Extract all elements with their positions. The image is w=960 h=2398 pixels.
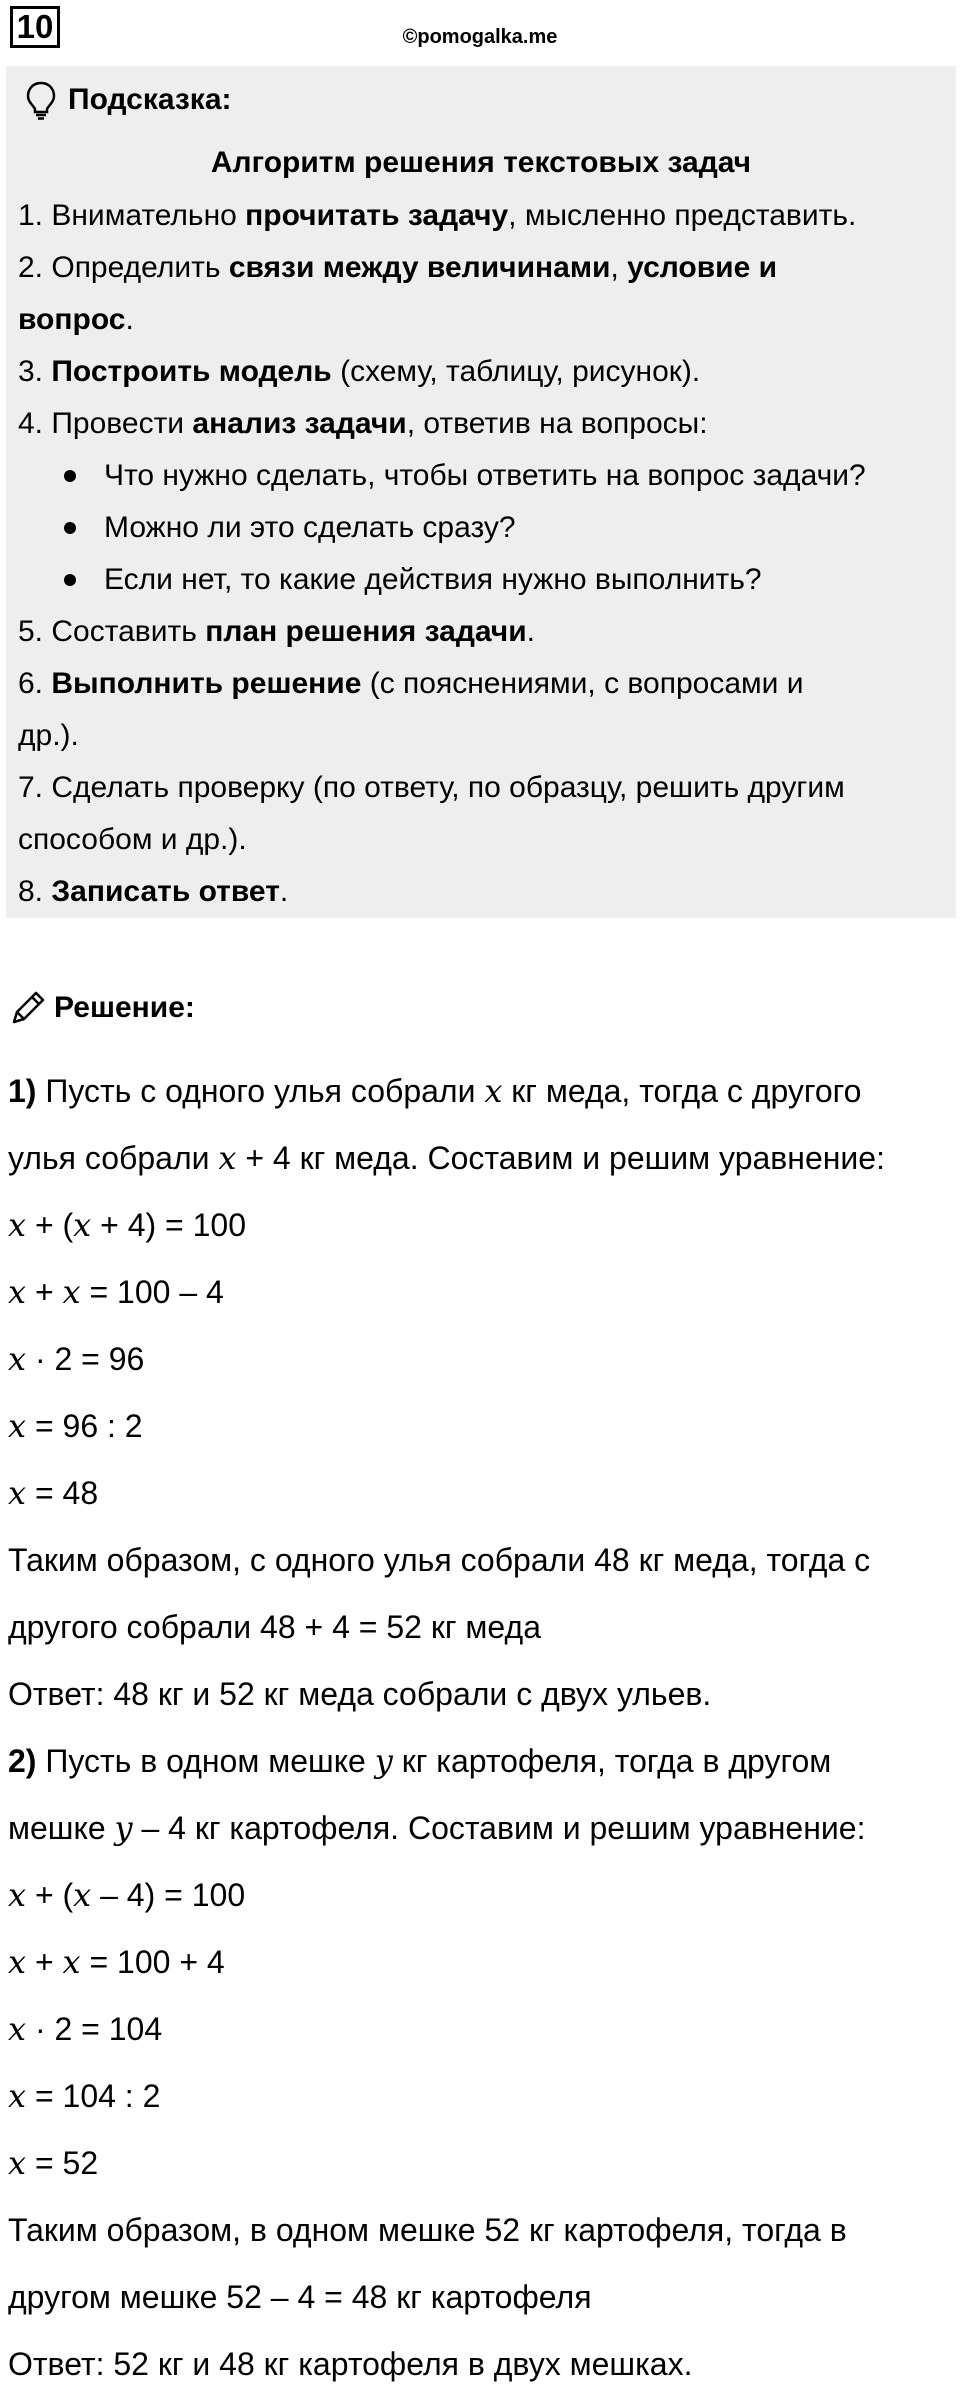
- solution-line: [8, 2130, 950, 2197]
- text-segment: 1. Внимательно: [18, 199, 246, 232]
- solution-line: [8, 2063, 950, 2130]
- text-segment: · 2 = 104: [26, 2011, 163, 2047]
- variable: y: [374, 1742, 393, 1780]
- text-segment: Пусть с одного улья собрали: [36, 1073, 485, 1109]
- text-segment: улья собрали: [8, 1140, 219, 1176]
- text-segment: 6.: [18, 667, 52, 700]
- solution-line: [8, 1058, 950, 1125]
- text-segment: = 100 – 4: [80, 1274, 224, 1310]
- hint-line: [18, 710, 946, 762]
- solution-line: [8, 1460, 950, 1527]
- text-segment: +: [26, 1944, 63, 1980]
- text-segment: 2. Определить: [18, 251, 229, 284]
- hint-title: Подсказка:: [68, 83, 232, 116]
- pencil-icon: [8, 988, 48, 1028]
- solution-line: [8, 1795, 950, 1862]
- solution-lines: [8, 1058, 950, 2398]
- solution-line: [8, 1728, 950, 1795]
- bullet-text: [62, 563, 762, 596]
- hint-line: [18, 398, 946, 450]
- text-segment: = 52: [26, 2145, 99, 2181]
- variable: x: [8, 1943, 27, 1981]
- solution-line: [8, 1125, 950, 1192]
- bold-text: Построить модель: [51, 355, 332, 388]
- watermark: ©pomogalka.me: [402, 26, 558, 48]
- text-segment: Ответ: 52 кг и 48 кг картофеля в двух мешках.: [8, 2346, 693, 2382]
- text-segment: , мысленно представить.: [508, 199, 857, 232]
- bold-text: вопрос: [18, 303, 126, 336]
- text-segment: 4. Провести: [18, 407, 193, 440]
- hint-lines: [18, 190, 946, 918]
- variable: x: [62, 1943, 81, 1981]
- text-segment: +: [26, 1274, 63, 1310]
- variable: x: [218, 1139, 237, 1177]
- text-segment: + (: [26, 1207, 74, 1243]
- text-segment: (схему, таблицу, рисунок).: [331, 355, 701, 388]
- text-segment: = 96 : 2: [26, 1408, 143, 1444]
- bold-text: Выполнить решение: [51, 667, 362, 700]
- variable: x: [8, 1474, 27, 1512]
- text-segment: 7. Сделать проверку (по ответу, по образцу, решить другим: [18, 771, 845, 804]
- bold-text: план решения задачи: [205, 615, 527, 648]
- hint-box: [6, 66, 956, 918]
- variable: x: [73, 1876, 92, 1914]
- text-segment: другом мешке 52 – 4 = 48 кг картофеля: [8, 2279, 592, 2315]
- text-segment: др.).: [18, 719, 79, 752]
- text-segment: – 4) = 100: [91, 1877, 246, 1913]
- solution-header: [8, 988, 195, 1028]
- text-segment: = 48: [26, 1475, 99, 1511]
- hint-line: [18, 606, 946, 658]
- bold-text: Записать ответ: [51, 875, 280, 908]
- text-segment: способом и др.).: [18, 823, 247, 856]
- bullet-text: [62, 511, 516, 544]
- text-segment: Таким образом, с одного улья собрали 48 кг меда, тогда с: [8, 1542, 871, 1578]
- variable: x: [8, 1206, 27, 1244]
- variable: x: [73, 1206, 92, 1244]
- variable: x: [8, 2144, 27, 2182]
- solution-line: [8, 1326, 950, 1393]
- bold-text: прочитать задачу: [245, 199, 509, 232]
- variable: x: [8, 2077, 27, 2115]
- text-segment: мешке: [8, 1810, 115, 1846]
- text-segment: · 2 = 96: [26, 1341, 145, 1377]
- bold-text: 1): [8, 1073, 37, 1109]
- text-segment: + 4) = 100: [91, 1207, 246, 1243]
- solution-line: [8, 1527, 950, 1594]
- variable: y: [114, 1809, 133, 1847]
- variable: x: [8, 1340, 27, 1378]
- hint-line: [18, 762, 946, 814]
- variable: x: [8, 1273, 27, 1311]
- hint-line: [18, 866, 946, 918]
- text-segment: другого собрали 48 + 4 = 52 кг меда: [8, 1609, 541, 1645]
- text-segment: кг картофеля, тогда в другом: [392, 1743, 832, 1779]
- solution-line: [8, 2331, 950, 2398]
- text-segment: , ответив на вопросы:: [406, 407, 708, 440]
- text-segment: Пусть в одном мешке: [36, 1743, 375, 1779]
- text-segment: .: [526, 615, 536, 648]
- text-segment: Что нужно сделать, чтобы ответить на вопрос задачи?: [104, 459, 866, 492]
- text-segment: = 100 + 4: [80, 1944, 225, 1980]
- text-segment: – 4 кг картофеля. Составим и решим уравнение:: [132, 1810, 866, 1846]
- hint-line: [18, 658, 946, 710]
- hint-line: [18, 814, 946, 866]
- text-segment: .: [279, 875, 289, 908]
- text-segment: Таким образом, в одном мешке 52 кг картофеля, тогда в: [8, 2212, 847, 2248]
- text-segment: (с пояснениями, с вопросами и: [361, 667, 804, 700]
- solution-line: [8, 2264, 950, 2331]
- bold-text: 2): [8, 1743, 37, 1779]
- hint-bullet-item: [18, 502, 946, 554]
- solution-line: [8, 1996, 950, 2063]
- bold-text: связи между величинами: [228, 251, 611, 284]
- text-segment: + 4 кг меда. Составим и решим уравнение:: [236, 1140, 885, 1176]
- text-segment: кг меда, тогда с другого: [502, 1073, 862, 1109]
- hint-line: [18, 190, 946, 242]
- bullet-text: [62, 459, 866, 492]
- solution-line: [8, 2197, 950, 2264]
- text-segment: + (: [26, 1877, 74, 1913]
- variable: x: [484, 1072, 503, 1110]
- text-segment: Если нет, то какие действия нужно выполнить?: [104, 563, 762, 596]
- variable: x: [62, 1273, 81, 1311]
- text-segment: .: [125, 303, 134, 336]
- text-segment: Можно ли это сделать сразу?: [104, 511, 516, 544]
- solution-title: Решение:: [54, 991, 195, 1024]
- hint-line: [18, 242, 946, 294]
- hint-bullet-item: [18, 450, 946, 502]
- text-segment: 8.: [18, 875, 52, 908]
- text-segment: = 104 : 2: [26, 2078, 161, 2114]
- text-segment: Ответ: 48 кг и 52 кг меда собрали с двух ульев.: [8, 1676, 712, 1712]
- hint-line: [18, 346, 946, 398]
- solution-line: [8, 1393, 950, 1460]
- hint-bullet-item: [18, 554, 946, 606]
- bold-text: анализ задачи: [192, 407, 407, 440]
- variable: x: [8, 1876, 27, 1914]
- text-segment: ,: [610, 251, 628, 284]
- hint-header: [24, 80, 232, 120]
- solution-line: [8, 1661, 950, 1728]
- lightbulb-icon: [24, 80, 58, 120]
- solution-line: [8, 1259, 950, 1326]
- solution-line: [8, 1192, 950, 1259]
- task-number: 10: [10, 6, 60, 48]
- variable: x: [8, 2010, 27, 2048]
- solution-line: [8, 1862, 950, 1929]
- text-segment: 5. Составить: [18, 615, 206, 648]
- algorithm-title: Алгоритм решения текстовых задач: [210, 146, 752, 179]
- solution-line: [8, 1929, 950, 1996]
- variable: x: [8, 1407, 27, 1445]
- hint-line: [18, 294, 946, 346]
- text-segment: 3.: [18, 355, 52, 388]
- solution-line: [8, 1594, 950, 1661]
- bold-text: условие и: [627, 251, 778, 284]
